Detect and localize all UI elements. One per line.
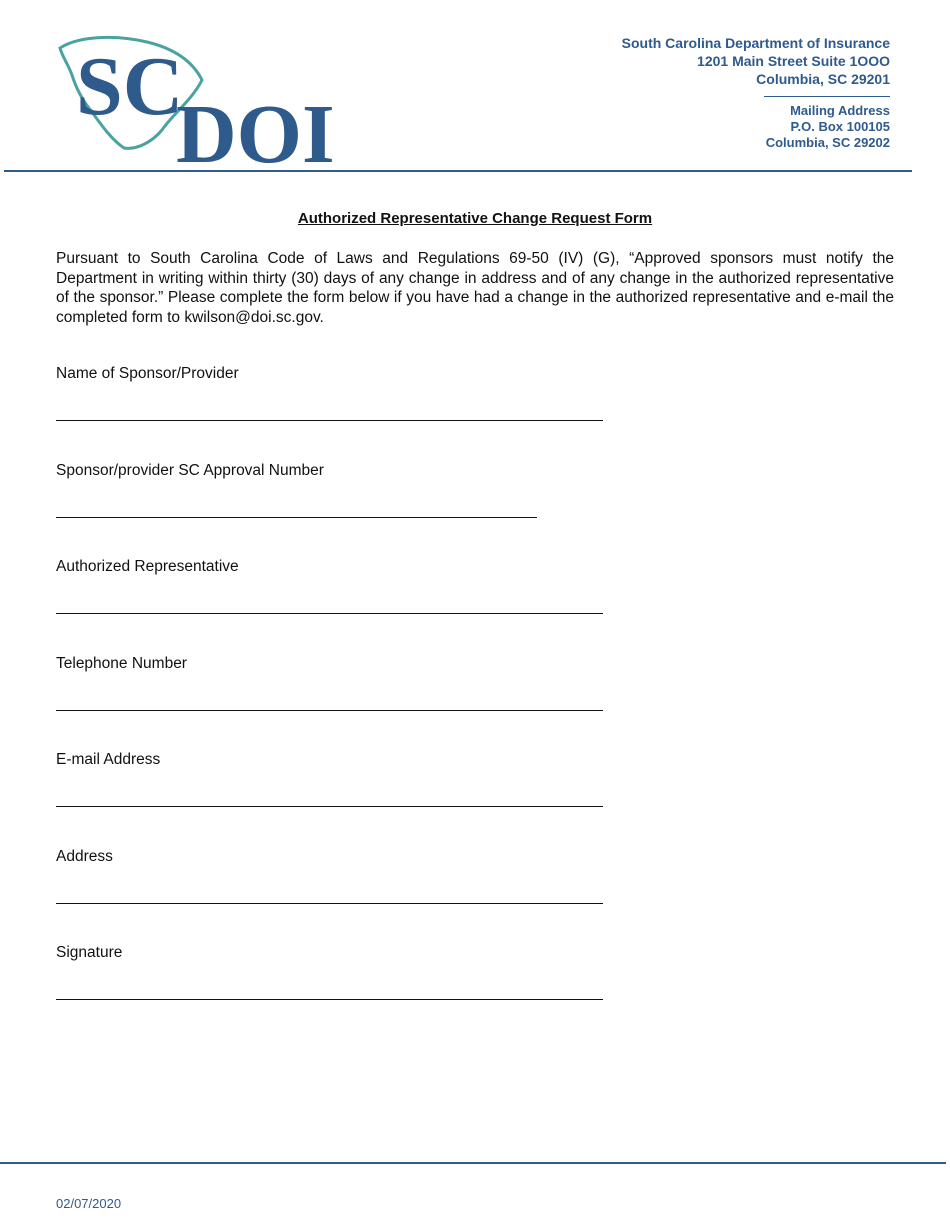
address-divider (764, 96, 890, 97)
field-label-address: Address (56, 848, 113, 865)
field-line-address[interactable] (56, 903, 603, 904)
field-line-email[interactable] (56, 806, 603, 807)
logo-doi-letters: DOI (176, 88, 335, 170)
field-label-authorized-representative: Authorized Representative (56, 558, 239, 575)
field-line-authorized-representative[interactable] (56, 613, 603, 614)
field-label-sponsor-name: Name of Sponsor/Provider (56, 365, 239, 382)
field-label-signature: Signature (56, 944, 123, 961)
logo-sc-letters: SC (76, 40, 184, 133)
scdoi-logo (52, 30, 352, 170)
field-line-signature[interactable] (56, 999, 603, 1000)
mailing-label: Mailing Address (790, 103, 890, 118)
form-title: Authorized Representative Change Request Form (297, 210, 653, 227)
field-line-telephone[interactable] (56, 710, 603, 711)
mailing-city: Columbia, SC 29202 (765, 135, 890, 150)
department-name: South Carolina Department of Insurance (621, 35, 890, 51)
street-address: 1201 Main Street Suite 1OOO (697, 53, 890, 69)
intro-paragraph: Pursuant to South Carolina Code of Laws and Regulations 69-50 (IV) (G), “Approved sponsors must notify the Department in writing within thirty (30) days of any change in address and of any change in the authorized representative of the sponsor.” Please complete the form below if you have had a change in the authorized representative and e-mail the completed form to kwilson@doi.sc.gov. (56, 250, 894, 326)
footer-divider (0, 1162, 946, 1164)
field-label-email: E-mail Address (56, 751, 161, 768)
footer-date: 02/07/2020 (56, 1196, 122, 1211)
po-box: P.O. Box 100105 (790, 119, 890, 134)
field-line-sponsor-name[interactable] (56, 420, 603, 421)
address-block (622, 34, 890, 151)
field-label-telephone: Telephone Number (56, 655, 187, 672)
field-label-approval-number: Sponsor/provider SC Approval Number (56, 462, 324, 479)
city-address: Columbia, SC 29201 (756, 71, 890, 87)
field-line-approval-number[interactable] (56, 517, 537, 518)
header-divider (4, 170, 912, 172)
